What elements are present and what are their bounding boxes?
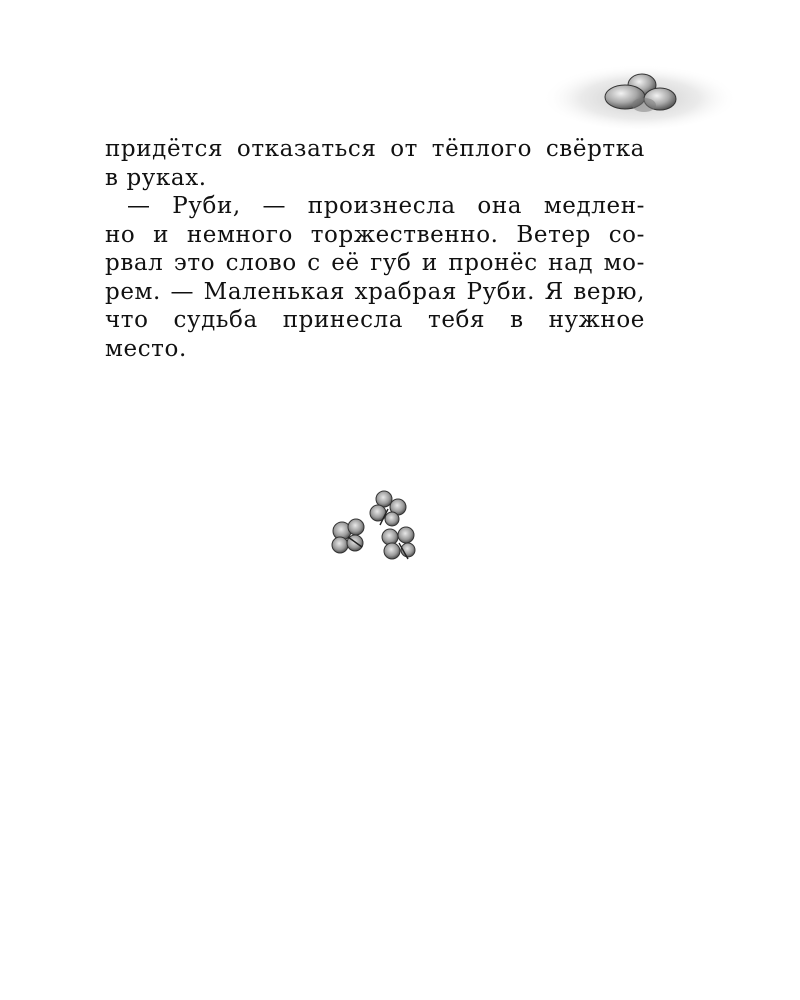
text-line: придётся отказаться от тёплого свёртка — [105, 136, 645, 162]
text-line: рвал это слово с её губ и пронёс над мо- — [105, 250, 645, 276]
text-line: рем. — Маленькая храбрая Руби. Я верю, — [105, 278, 645, 305]
body-text — [105, 135, 645, 363]
pebbles-icon — [540, 55, 740, 130]
text-line: но и немного торжественно. Ветер со- — [105, 221, 645, 248]
text-line: в руках. — [105, 164, 207, 191]
text-line: что судьба принесла тебя в нужное — [105, 307, 645, 333]
text-line: — Руби, — произнесла она медлен- — [127, 193, 645, 219]
clover-icon — [322, 485, 432, 565]
text-line: место. — [105, 335, 187, 362]
